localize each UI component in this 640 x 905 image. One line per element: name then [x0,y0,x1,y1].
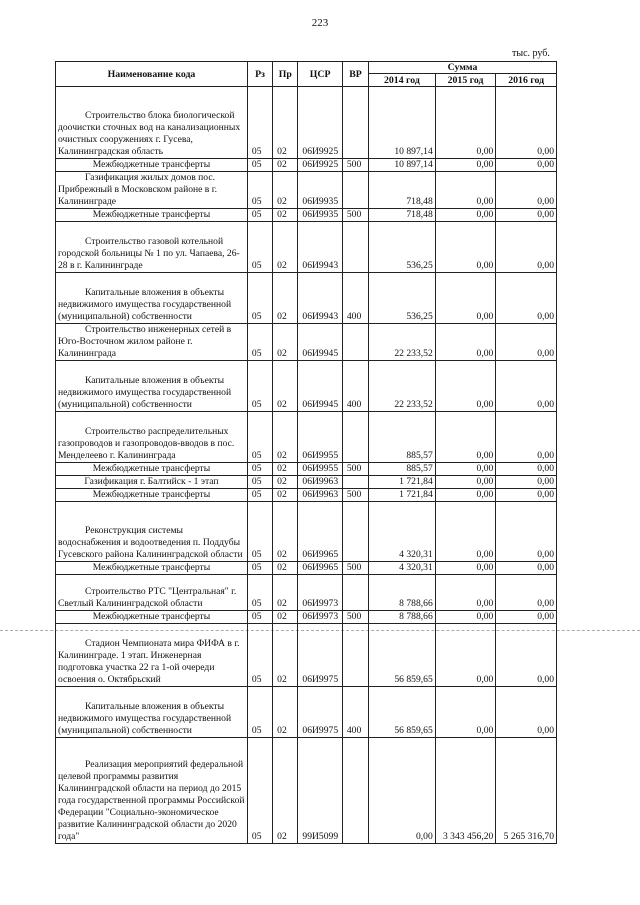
row-rz: 05 [247,575,272,611]
row-csr: 06И9963 [298,476,342,489]
row-rz: 05 [247,87,272,159]
table-row [56,222,557,273]
row-2016: 0,00 [496,209,557,222]
row-vr: 500 [342,611,368,624]
row-csr: 06И9955 [298,412,342,463]
table-row [56,463,557,476]
row-vr [342,476,368,489]
row-2015: 0,00 [435,562,496,575]
header-csr: ЦСР [298,62,342,87]
row-pr: 02 [273,502,298,562]
row-name: Строительство распределительных газопроводов и газопроводов-вводов в пос. Менделеево г. Калининграда [56,412,248,463]
row-rz: 05 [247,361,272,412]
row-2016: 0,00 [496,687,557,738]
row-2014: 0,00 [369,738,436,844]
row-csr: 06И9975 [298,624,342,687]
row-rz: 05 [247,738,272,844]
page-number: 223 [311,17,329,29]
row-2015: 0,00 [435,575,496,611]
row-vr: 400 [342,687,368,738]
row-rz: 05 [247,159,272,172]
row-rz: 05 [247,172,272,209]
row-pr: 02 [273,687,298,738]
row-vr [342,412,368,463]
row-2016: 0,00 [496,476,557,489]
table-row [56,624,557,687]
row-2015: 0,00 [435,209,496,222]
row-csr: 06И9935 [298,209,342,222]
row-rz: 05 [247,222,272,273]
table-row [56,476,557,489]
table-row [56,611,557,624]
row-2016: 0,00 [496,575,557,611]
row-name: Межбюджетные трансферты [56,209,248,222]
row-rz: 05 [247,209,272,222]
row-rz: 05 [247,324,272,361]
row-2016: 0,00 [496,273,557,324]
row-2014: 1 721,84 [369,489,436,502]
row-name: Реконструкция системы водоснабжения и водоотведения п. Поддубы Гусевского района Калининградской области [56,502,248,562]
header-sum: Сумма [369,62,557,74]
row-pr: 02 [273,172,298,209]
row-csr: 06И9963 [298,489,342,502]
unit-label: тыс. руб. [512,48,550,59]
header-2014: 2014 год [369,74,436,87]
row-csr: 06И9955 [298,463,342,476]
row-csr: 06И9965 [298,562,342,575]
row-name: Строительство газовой котельной городской больницы № 1 по ул. Чапаева, 26-28 в г. Калининграде [56,222,248,273]
header-pr: Пр [273,62,298,87]
budget-table [55,61,557,844]
row-vr: 400 [342,361,368,412]
row-2015: 0,00 [435,159,496,172]
row-csr: 06И9935 [298,172,342,209]
row-name: Реализация мероприятий федеральной целевой программы развития Калининградской области на период до 2015 года государственной программы Российской Федерации "Социально-экономическое развитие Калининградской области до 2020 года" [56,738,248,844]
row-csr: 06И9925 [298,159,342,172]
table-row [56,562,557,575]
row-rz: 05 [247,489,272,502]
row-name: Капитальные вложения в объекты недвижимого имущества государственной (муниципальной) собственности [56,687,248,738]
row-name: Межбюджетные трансферты [56,611,248,624]
row-2016: 0,00 [496,412,557,463]
row-name: Межбюджетные трансферты [56,463,248,476]
row-2015: 0,00 [435,412,496,463]
row-2014: 718,48 [369,209,436,222]
row-rz: 05 [247,687,272,738]
row-2014: 885,57 [369,412,436,463]
row-2016: 0,00 [496,562,557,575]
table-row [56,361,557,412]
row-rz: 05 [247,476,272,489]
row-2015: 0,00 [435,172,496,209]
row-vr [342,87,368,159]
row-name: Капитальные вложения в объекты недвижимого имущества государственной (муниципальной) собственности [56,361,248,412]
row-2014: 10 897,14 [369,87,436,159]
row-pr: 02 [273,476,298,489]
row-vr: 500 [342,463,368,476]
table-row [56,412,557,463]
table-body [56,87,557,844]
row-vr: 500 [342,209,368,222]
row-vr [342,502,368,562]
row-2016: 0,00 [496,463,557,476]
row-name: Капитальные вложения в объекты недвижимого имущества государственной (муниципальной) собственности [56,273,248,324]
row-2016: 0,00 [496,489,557,502]
row-2014: 885,57 [369,463,436,476]
row-2014: 10 897,14 [369,159,436,172]
row-2015: 0,00 [435,87,496,159]
row-2015: 3 343 456,20 [435,738,496,844]
row-name: Стадион Чемпионата мира ФИФА в г. Калининграде. 1 этап. Инженерная подготовка участка 22 га 1-ой очереди освоения о. Октябрьский [56,624,248,687]
row-pr: 02 [273,624,298,687]
row-2016: 0,00 [496,624,557,687]
row-pr: 02 [273,562,298,575]
row-vr: 500 [342,489,368,502]
row-2016: 0,00 [496,172,557,209]
table-row [56,87,557,159]
header-rz: Рз [247,62,272,87]
header-2015: 2015 год [435,74,496,87]
table-row [56,324,557,361]
row-2014: 1 721,84 [369,476,436,489]
row-2014: 4 320,31 [369,562,436,575]
row-pr: 02 [273,159,298,172]
header-vr: ВР [342,62,368,87]
row-2015: 0,00 [435,687,496,738]
table-row [56,738,557,844]
row-pr: 02 [273,222,298,273]
row-name: Межбюджетные трансферты [56,562,248,575]
row-rz: 05 [247,624,272,687]
row-rz: 05 [247,463,272,476]
row-2015: 0,00 [435,489,496,502]
row-2015: 0,00 [435,624,496,687]
row-pr: 02 [273,489,298,502]
row-name: Строительство блока биологической доочистки сточных вод на канализационных очистных сооружениях г. Гусева, Калининградская область [56,87,248,159]
row-2014: 22 233,52 [369,324,436,361]
row-2014: 536,25 [369,273,436,324]
row-2014: 536,25 [369,222,436,273]
row-csr: 06И9943 [298,273,342,324]
row-name: Газификация жилых домов пос. Прибрежный в Московском районе в г. Калининграде [56,172,248,209]
row-2015: 0,00 [435,324,496,361]
row-2014: 8 788,66 [369,575,436,611]
row-pr: 02 [273,412,298,463]
row-2015: 0,00 [435,502,496,562]
row-2015: 0,00 [435,273,496,324]
row-csr: 06И9945 [298,324,342,361]
row-2016: 0,00 [496,87,557,159]
row-csr: 06И9943 [298,222,342,273]
row-name: Строительство инженерных сетей в Юго-Восточном жилом районе г. Калининграда [56,324,248,361]
row-2016: 0,00 [496,502,557,562]
row-csr: 06И9973 [298,611,342,624]
row-name: Межбюджетные трансферты [56,159,248,172]
row-csr: 06И9965 [298,502,342,562]
table-row [56,172,557,209]
row-2014: 56 859,65 [369,687,436,738]
row-csr: 06И9973 [298,575,342,611]
row-pr: 02 [273,463,298,476]
row-2016: 0,00 [496,324,557,361]
header-2016: 2016 год [496,74,557,87]
row-2015: 0,00 [435,611,496,624]
row-vr [342,222,368,273]
row-name: Строительство РТС "Центральная" г. Светлый Калининградской области [56,575,248,611]
row-2016: 5 265 316,70 [496,738,557,844]
row-vr [342,172,368,209]
row-vr: 400 [342,273,368,324]
row-2014: 4 320,31 [369,502,436,562]
row-csr: 06И9925 [298,87,342,159]
row-rz: 05 [247,412,272,463]
row-vr [342,324,368,361]
row-csr: 99И5099 [298,738,342,844]
row-pr: 02 [273,361,298,412]
row-2016: 0,00 [496,222,557,273]
row-name: Межбюджетные трансферты [56,489,248,502]
row-pr: 02 [273,575,298,611]
row-rz: 05 [247,273,272,324]
header-name: Наименование кода [56,62,248,87]
row-vr [342,624,368,687]
row-2015: 0,00 [435,222,496,273]
table-row [56,159,557,172]
row-pr: 02 [273,273,298,324]
row-rz: 05 [247,611,272,624]
row-rz: 05 [247,562,272,575]
row-vr: 500 [342,159,368,172]
row-pr: 02 [273,611,298,624]
row-2015: 0,00 [435,463,496,476]
row-csr: 06И9945 [298,361,342,412]
row-rz: 05 [247,502,272,562]
table-row [56,502,557,562]
table-row [56,489,557,502]
row-2016: 0,00 [496,159,557,172]
row-pr: 02 [273,87,298,159]
table-row [56,273,557,324]
row-2015: 0,00 [435,476,496,489]
row-csr: 06И9975 [298,687,342,738]
row-2014: 22 233,52 [369,361,436,412]
row-2014: 56 859,65 [369,624,436,687]
row-pr: 02 [273,209,298,222]
row-2014: 8 788,66 [369,611,436,624]
table-row [56,575,557,611]
row-vr: 500 [342,562,368,575]
row-2014: 718,48 [369,172,436,209]
row-2016: 0,00 [496,361,557,412]
table-row [56,687,557,738]
row-2015: 0,00 [435,361,496,412]
row-vr [342,575,368,611]
table-row [56,209,557,222]
row-vr [342,738,368,844]
row-2016: 0,00 [496,611,557,624]
row-pr: 02 [273,738,298,844]
row-pr: 02 [273,324,298,361]
row-name: Газификация г. Балтийск - 1 этап [56,476,248,489]
